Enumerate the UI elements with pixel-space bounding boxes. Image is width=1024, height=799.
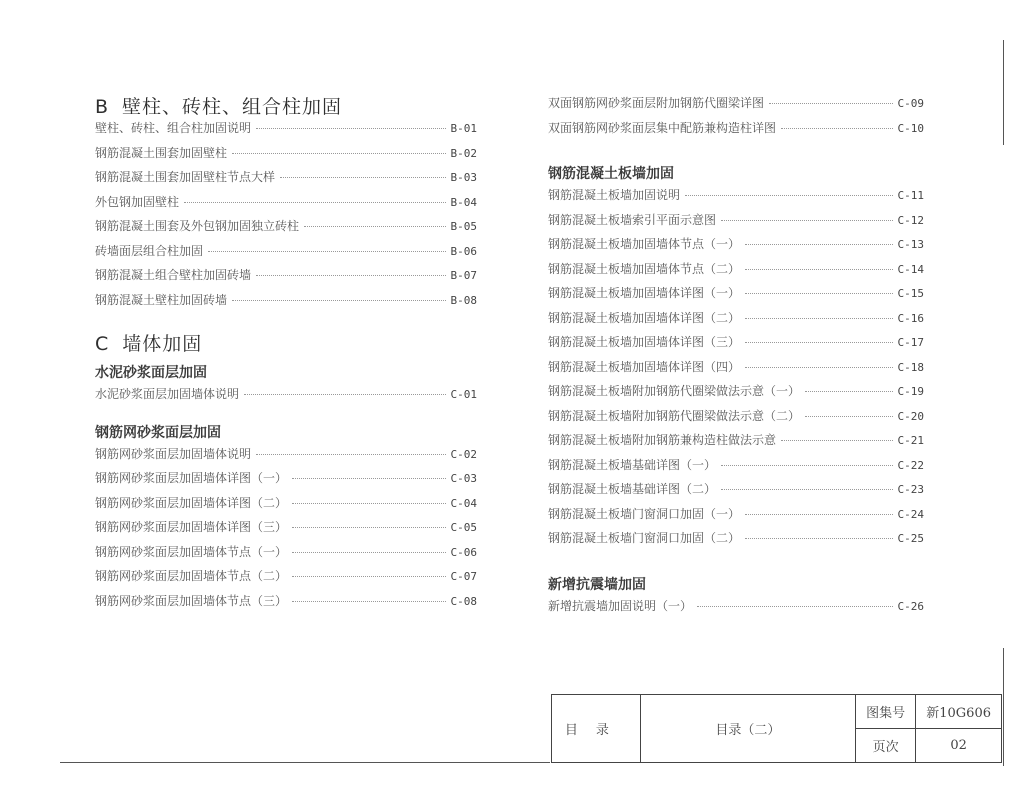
page-number: 02	[916, 729, 1002, 763]
toc-entry-title: 钢筋混凝土围套加固壁柱	[95, 145, 228, 160]
toc-entry	[548, 333, 924, 358]
left-column	[95, 92, 477, 628]
toc-leader-dots	[292, 601, 445, 602]
toc-entry	[548, 382, 924, 407]
right-edge-rule-top	[1003, 40, 1004, 145]
toc-leader-dots	[184, 202, 445, 203]
toc-entry-code: C-10	[897, 121, 924, 135]
toc-entry-code: B-06	[450, 244, 477, 258]
section-c	[95, 329, 477, 616]
toc-leader-dots	[721, 220, 892, 221]
section-c-subsections	[95, 362, 477, 616]
toc-entry-title: 钢筋混凝土板墙加固墙体详图（三）	[548, 335, 741, 349]
toc-entry	[95, 385, 477, 410]
toc-entry	[95, 119, 477, 144]
toc-leader-dots	[292, 503, 445, 504]
toc-leader-dots	[769, 103, 892, 104]
toc-entry-title: 钢筋网砂浆面层加固墙体详图（三）	[95, 520, 288, 534]
toc-entry	[95, 168, 477, 193]
toc-leader-dots	[256, 128, 445, 129]
bottom-baseline-rule	[60, 762, 550, 763]
toc-entry-code: C-08	[450, 594, 477, 608]
toc-entry-title: 钢筋混凝土板墙基础详图（二）	[548, 482, 717, 496]
toc-entry-code: C-11	[897, 189, 924, 202]
toc-entry	[95, 543, 477, 568]
toc-entry	[548, 597, 924, 622]
toc-entry-title: 壁柱、砖柱、组合柱加固说明	[95, 121, 252, 135]
toc-entry	[95, 217, 477, 242]
toc-entry-title: 钢筋混凝土板墙门窗洞口加固（一）	[548, 506, 741, 521]
toc-entry-code: B-02	[450, 146, 477, 160]
toc-entry-code: C-21	[897, 434, 924, 447]
toc-leader-dots	[745, 269, 892, 270]
toc-leader-dots	[292, 576, 445, 577]
toc-entry-title: 钢筋混凝土组合壁柱加固砖墙	[95, 268, 252, 282]
toc-entry-title: 钢筋混凝土板墙附加钢筋代圈梁做法示意（二）	[548, 408, 801, 423]
toc-entry	[95, 266, 477, 291]
toc-leader-dots	[232, 153, 445, 154]
toc-entry-title: 钢筋混凝土板墙加固说明	[548, 188, 681, 202]
toc-leader-dots	[256, 454, 445, 455]
toc-entry	[95, 494, 477, 519]
toc-leader-dots	[232, 300, 445, 301]
toc-entry	[548, 309, 924, 334]
toc-entry	[548, 456, 924, 481]
subsection-heading: 新增抗震墙加固	[548, 576, 646, 593]
toc-entry-code: C-07	[450, 570, 477, 583]
section-b	[95, 92, 477, 315]
toc-entry	[548, 119, 924, 144]
section-b-heading	[95, 92, 477, 119]
title-block	[551, 694, 1002, 763]
toc-entry-title: 钢筋混凝土板墙加固墙体节点（一）	[548, 237, 741, 251]
toc-entry-title: 新增抗震墙加固说明（一）	[548, 598, 693, 613]
toc-entry-title: 钢筋网砂浆面层加固墙体节点（三）	[95, 593, 288, 608]
toc-leader-dots	[292, 478, 445, 479]
toc-leader-dots	[805, 391, 892, 392]
toc-leader-dots	[745, 244, 892, 245]
toc-entry-title: 钢筋混凝土板墙加固墙体详图（四）	[548, 359, 741, 374]
toc-entry-code: C-14	[897, 262, 924, 276]
toc-entry-code: C-23	[897, 483, 924, 496]
section-c-title: 墙体加固	[122, 333, 203, 355]
toc-entry-title: 钢筋混凝土板墙附加钢筋代圈梁做法示意（一）	[548, 384, 801, 398]
toc-entry-code: B-08	[450, 293, 477, 307]
toc-entry	[95, 592, 477, 617]
toc-entry-title: 双面钢筋网砂浆面层附加钢筋代圈梁详图	[548, 96, 765, 110]
toc-entry-code: C-18	[897, 360, 924, 374]
toc-entry	[548, 235, 924, 260]
toc-entry-code: C-04	[450, 496, 477, 510]
toc-entry	[95, 567, 477, 592]
toc-entry-title: 双面钢筋网砂浆面层集中配筋兼构造柱详图	[548, 120, 777, 135]
toc-entry-title: 钢筋混凝土板墙索引平面示意图	[548, 212, 717, 227]
toc-entry	[548, 358, 924, 383]
section-b-letter: B	[95, 96, 109, 118]
toc-entry-title: 钢筋混凝土板墙基础详图（一）	[548, 457, 717, 472]
toc-entry-code: B-03	[450, 171, 477, 184]
toc-entry	[548, 260, 924, 285]
toc-entry	[95, 518, 477, 543]
toc-entry-code: C-22	[897, 458, 924, 472]
toc-leader-dots	[745, 293, 892, 294]
toc-entry-code: C-13	[897, 238, 924, 251]
toc-entry-title: 钢筋网砂浆面层加固墙体节点（一）	[95, 544, 288, 559]
atlas-label: 图集号	[856, 695, 916, 729]
toc-leader-dots	[745, 318, 892, 319]
right-top-entries	[548, 94, 924, 143]
toc-entry	[548, 431, 924, 456]
toc-leader-dots	[745, 367, 892, 368]
toc-entry-title: 钢筋混凝土板墙加固墙体详图（二）	[548, 310, 741, 325]
title-block-center: 目录（二）	[640, 695, 855, 763]
toc-entry-code: C-19	[897, 385, 924, 398]
section-b-entries	[95, 119, 477, 315]
toc-entry-code: B-05	[450, 220, 477, 233]
toc-leader-dots	[292, 552, 445, 553]
toc-entry-title: 钢筋网砂浆面层加固墙体说明	[95, 446, 252, 461]
toc-entry-code: C-20	[897, 409, 924, 423]
toc-entry	[95, 144, 477, 169]
toc-entry	[95, 291, 477, 316]
section-c-heading	[95, 329, 477, 356]
toc-entry	[548, 505, 924, 530]
right-edge-rule-bottom	[1003, 648, 1004, 766]
subsection-heading: 钢筋混凝土板墙加固	[548, 166, 674, 182]
toc-entry-title: 钢筋网砂浆面层加固墙体详图（二）	[95, 495, 288, 510]
toc-entry-code: C-26	[897, 599, 924, 613]
section-b-title: 壁柱、砖柱、组合柱加固	[122, 96, 343, 118]
toc-entry-title: 钢筋混凝土板墙加固墙体详图（一）	[548, 286, 741, 300]
toc-leader-dots	[745, 514, 892, 515]
subsection-heading: 钢筋网砂浆面层加固	[95, 424, 221, 441]
toc-entry-code: C-12	[897, 213, 924, 227]
toc-leader-dots	[745, 342, 892, 343]
toc-entry-code: B-07	[450, 269, 477, 282]
toc-leader-dots	[292, 527, 445, 528]
toc-leader-dots	[208, 251, 445, 252]
toc-entry	[95, 242, 477, 267]
toc-entry	[548, 407, 924, 432]
toc-leader-dots	[685, 195, 892, 196]
toc-entry	[548, 480, 924, 505]
toc-entry	[548, 211, 924, 236]
toc-entry	[95, 469, 477, 494]
toc-entry-title: 钢筋混凝土板墙附加钢筋兼构造柱做法示意	[548, 433, 777, 447]
title-block-left: 目录	[552, 695, 641, 763]
toc-entry	[95, 193, 477, 218]
toc-entry-code: C-15	[897, 287, 924, 300]
toc-entry-code: B-01	[450, 122, 477, 135]
toc-leader-dots	[721, 465, 892, 466]
toc-leader-dots	[256, 275, 445, 276]
toc-entry-code: C-25	[897, 532, 924, 545]
toc-entry-title: 外包钢加固壁柱	[95, 194, 180, 209]
toc-entry-title: 砖墙面层组合柱加固	[95, 243, 204, 258]
toc-leader-dots	[745, 538, 892, 539]
toc-entry-code: C-05	[450, 521, 477, 534]
toc-entry-code: C-09	[897, 97, 924, 110]
toc-leader-dots	[304, 226, 445, 227]
toc-leader-dots	[781, 440, 892, 441]
toc-entry-code: C-01	[450, 388, 477, 401]
toc-entry-code: C-06	[450, 545, 477, 559]
toc-entry-code: C-24	[897, 507, 924, 521]
toc-leader-dots	[721, 489, 892, 490]
toc-entry	[548, 284, 924, 309]
toc-entry-title: 钢筋混凝土板墙加固墙体节点（二）	[548, 261, 741, 276]
toc-entry	[548, 94, 924, 119]
toc-entry	[548, 529, 924, 554]
toc-entry	[548, 186, 924, 211]
right-groups	[548, 163, 924, 621]
toc-entry-code: C-02	[450, 447, 477, 461]
toc-leader-dots	[805, 416, 892, 417]
section-c-letter: C	[95, 333, 109, 355]
toc-leader-dots	[697, 606, 892, 607]
toc-leader-dots	[244, 394, 445, 395]
toc-entry-title: 钢筋网砂浆面层加固墙体详图（一）	[95, 471, 288, 485]
atlas-number: 新10G606	[916, 695, 1002, 729]
subsection-heading: 水泥砂浆面层加固	[95, 365, 207, 381]
toc-entry-title: 钢筋混凝土围套加固壁柱节点大样	[95, 170, 276, 184]
toc-entry-title: 钢筋混凝土板墙门窗洞口加固（二）	[548, 531, 741, 545]
toc-leader-dots	[280, 177, 445, 178]
toc-entry-code: C-03	[450, 472, 477, 485]
toc-leader-dots	[781, 128, 892, 129]
toc-entry-title: 钢筋网砂浆面层加固墙体节点（二）	[95, 569, 288, 583]
toc-entry	[95, 445, 477, 470]
page-label: 页次	[856, 729, 916, 763]
right-column	[548, 94, 924, 621]
toc-entry-code: B-04	[450, 195, 477, 209]
toc-entry-title: 钢筋混凝土围套及外包钢加固独立砖柱	[95, 219, 300, 233]
toc-entry-code: C-16	[897, 311, 924, 325]
toc-entry-title: 水泥砂浆面层加固墙体说明	[95, 387, 240, 401]
toc-entry-code: C-17	[897, 336, 924, 349]
toc-entry-title: 钢筋混凝土壁柱加固砖墙	[95, 292, 228, 307]
